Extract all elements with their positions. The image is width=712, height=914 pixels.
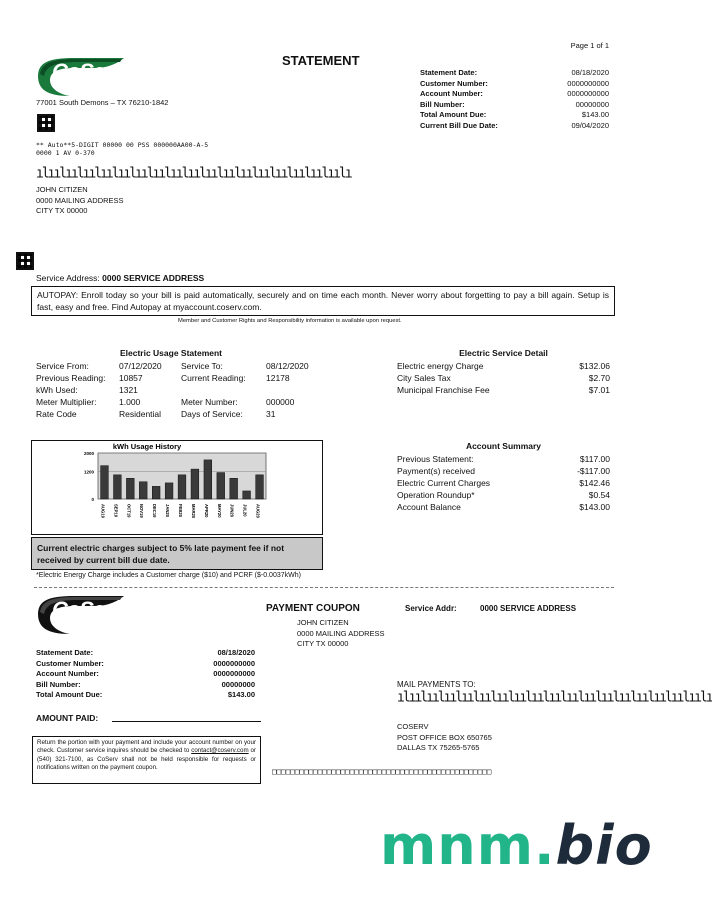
- coupon-row: Statement Date: 08/18/2020: [36, 648, 255, 657]
- remit-address: COSERV POST OFFICE BOX 650765 DALLAS TX 75265-5765: [397, 722, 492, 752]
- chart-bar: [230, 478, 238, 499]
- coupon-row: Customer Number: 0000000000: [36, 658, 255, 668]
- chart-title: kWh Usage History: [112, 442, 182, 451]
- watermark-part2: bio: [555, 814, 653, 877]
- coserv-logo: [34, 56, 126, 98]
- customer-address: JOHN CITIZEN 0000 MAILING ADDRESS CITY TX 00000: [36, 185, 124, 215]
- chart-xtick-label: JUN20: [229, 504, 235, 518]
- header-row: Account Number: 0000000000: [420, 89, 609, 98]
- watermark-part1: mnm.: [380, 814, 556, 877]
- chart-xtick-label: AUG19: [100, 504, 106, 518]
- service-detail: [397, 348, 610, 396]
- chart-bar: [243, 491, 251, 499]
- coupon-row: Total Amount Due: $143.00: [36, 690, 255, 699]
- chart-xtick-label: SEP19: [113, 504, 119, 518]
- chart-xtick-label: MAR20: [190, 504, 196, 519]
- header-row: Statement Date: 08/18/2020: [420, 68, 609, 77]
- usage-title: Electric Usage Statement: [119, 348, 223, 358]
- rights-notice: Member and Customer Rights and Responsibility information is available upon request.: [178, 318, 402, 324]
- usage-chart: [32, 441, 322, 534]
- contact-email-link[interactable]: contact@coserv.com: [191, 747, 249, 755]
- chart-bar: [217, 473, 225, 499]
- chart-bar: [204, 460, 212, 499]
- chart-bar: [139, 482, 147, 499]
- header-row: Current Bill Due Date: 09/04/2020: [420, 120, 609, 130]
- usage-row: Meter Multiplier: 1.000 Meter Number: 000000: [36, 397, 295, 407]
- usage-row: Previous Reading: 10857 Current Reading: 12178: [36, 373, 290, 383]
- service-address: Service Address: 0000 SERVICE ADDRESS: [36, 273, 205, 283]
- amount-paid-field[interactable]: [112, 721, 261, 722]
- chart-xtick-label: MAY20: [216, 504, 222, 518]
- autopay-notice-box: [31, 286, 615, 316]
- summary-row: Electric Current Charges $142.46: [397, 478, 610, 488]
- mail-code: ** Auto**5-DIGIT 00000 00 PSS 000000AA00-A-5 0000 1 AV 0-370: [36, 141, 209, 157]
- chart-bar: [191, 469, 199, 499]
- chart-bar: [178, 475, 186, 499]
- chart-bar: [101, 466, 109, 499]
- chart-ytick-label: 0: [91, 497, 94, 502]
- summary-row: Account Balance $143.00: [397, 502, 610, 512]
- postal-barcode: ılıılıılıılıılıılıılıılıılıılıılıılıılıılıılıılıılıılı: [36, 165, 351, 182]
- coupon-title: PAYMENT COUPON: [266, 603, 360, 614]
- late-fee-notice: Current electric charges subject to 5% late payment fee if not received by current bill due date.: [37, 543, 285, 565]
- chart-xtick-label: JAN20: [165, 504, 171, 518]
- usage-row: kWh Used: 1321: [36, 385, 138, 395]
- header-row: Bill Number: 00000000: [420, 99, 609, 109]
- detail-row: City Sales Tax $2.70: [397, 373, 610, 383]
- chart-bar: [152, 486, 160, 499]
- usage-statement: [36, 348, 326, 420]
- detail-row: Electric energy Charge $132.06: [397, 361, 610, 371]
- chart-xtick-label: DEC19: [152, 504, 158, 518]
- account-summary: [397, 441, 610, 513]
- late-fee-box: [31, 537, 323, 570]
- chart-ytick-label: 1200: [83, 469, 94, 475]
- statement-header: [420, 68, 609, 131]
- chart-xtick-label: AUG20: [255, 504, 261, 518]
- qr-code-icon: [37, 114, 55, 132]
- chart-bar: [165, 483, 173, 499]
- amount-paid-label: AMOUNT PAID:: [36, 713, 99, 723]
- autopay-notice: AUTOPAY: Enroll today so your bill is paid automatically, securely and on time each month. Never worry about forgetting to pay a bill again. Setup is fast, easy and free. Find Autopay at myaccount.coserv.com.: [37, 290, 609, 312]
- header-row: Customer Number: 0000000000: [420, 78, 609, 88]
- summary-row: Operation Roundup* $0.54: [397, 490, 610, 500]
- coupon-separator: [34, 587, 614, 588]
- chart-xtick-label: NOV19: [139, 504, 145, 518]
- chart-bar: [126, 478, 134, 499]
- company-address: 77001 South Demons – TX 76210-1842: [36, 98, 169, 107]
- coupon-service-addr-label: Service Addr:: [405, 604, 457, 613]
- summary-row: Previous Statement: $117.00: [397, 454, 610, 464]
- remit-barcode: ılıılıılıılıılıılıılıılıılıılıılıılıılıılıılıılıılıılı: [397, 689, 712, 706]
- chart-xtick-label: FEB20: [178, 504, 183, 518]
- chart-ytick-label: 2000: [83, 451, 94, 456]
- qr-code-icon: [16, 252, 34, 270]
- return-notice-box: [32, 736, 261, 784]
- coupon-row: Account Number: 0000000000: [36, 669, 255, 678]
- header-row: Total Amount Due: $143.00: [420, 110, 609, 119]
- service-detail-title: Electric Service Detail: [459, 348, 548, 358]
- usage-row: Service From: 07/12/2020 Service To: 08/12/2020: [36, 361, 309, 371]
- watermark: [380, 814, 653, 877]
- summary-row: Payment(s) received -$117.00: [397, 466, 610, 476]
- footnote: *Electric Energy Charge includes a Customer charge ($10) and PCRF ($-0.0037kWh): [36, 572, 301, 579]
- logo-wordmark: CoServ: [52, 597, 124, 622]
- logo-wordmark: CoServ: [52, 59, 124, 84]
- chart-xtick-label: APR20: [203, 504, 209, 518]
- chart-bar: [114, 475, 122, 499]
- usage-chart-box: [31, 440, 323, 535]
- return-notice: Return the portion with your payment and include your account number on your check. Customer service inquires should be checked to contact@coserv.com or (540) 321-7100, as CoServ shall not be held responsible for requests or notifications written on the payment coupon.: [37, 739, 256, 772]
- page-indicator: Page 1 of 1: [570, 41, 609, 50]
- chart-xtick-label: JUL20: [242, 504, 248, 517]
- chart-bar: [256, 475, 264, 499]
- coupon-customer-address: JOHN CITIZEN 0000 MAILING ADDRESS CITY TX 00000: [297, 618, 385, 648]
- mail-payments-label: MAIL PAYMENTS TO:: [397, 680, 476, 689]
- ocr-scanline: □□□□□□□□□□□□□□□□□□□□□□□□□□□□□□□□□□□□□□□□□□□□□□□□: [272, 767, 492, 776]
- coupon-row: Bill Number: 00000000: [36, 679, 255, 689]
- coupon-details: [36, 648, 255, 701]
- detail-row: Municipal Franchise Fee $7.01: [397, 385, 610, 395]
- coupon-service-addr-value: 0000 SERVICE ADDRESS: [480, 604, 577, 613]
- page-title: STATEMENT: [282, 53, 360, 68]
- coserv-logo: [34, 594, 126, 636]
- chart-xtick-label: OCT19: [126, 504, 132, 518]
- usage-row: Rate Code Residential Days of Service: 31: [36, 409, 276, 419]
- account-summary-title: Account Summary: [465, 441, 542, 451]
